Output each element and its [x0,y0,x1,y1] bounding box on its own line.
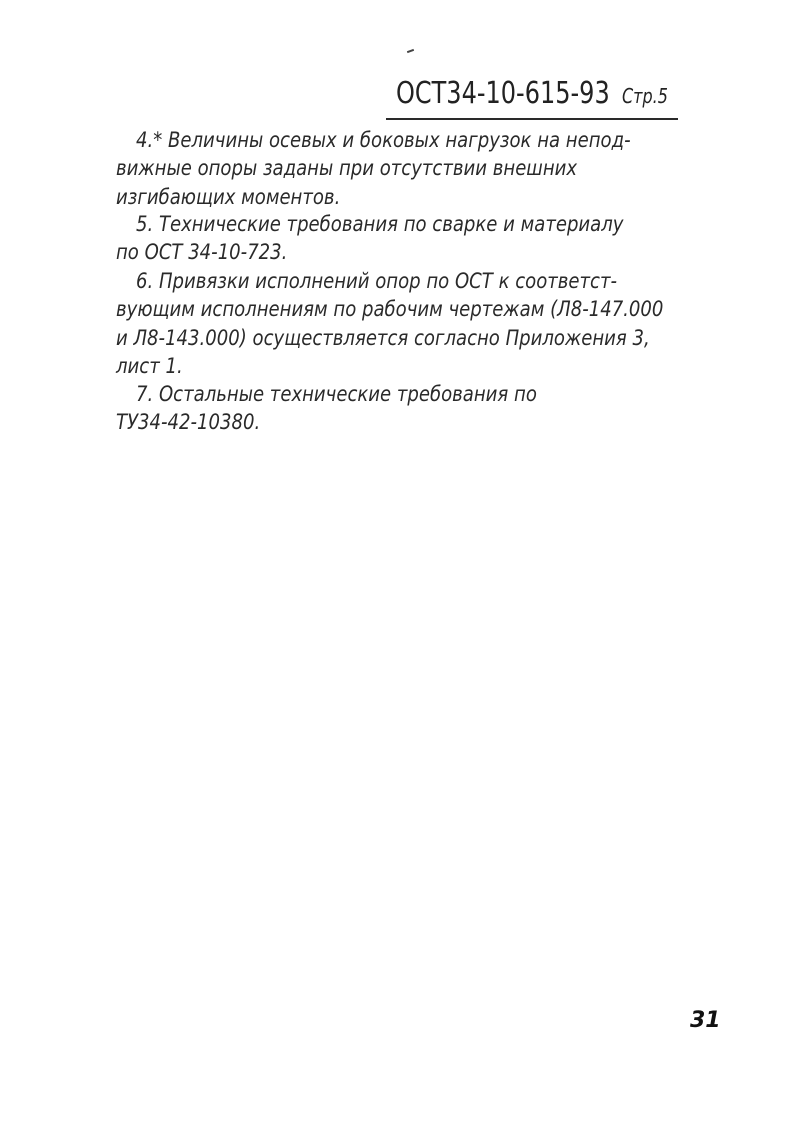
text-line: ТУ34-42-10380. [116,410,261,434]
text-line: 4.* Величины осевых и боковых нагрузок на непод- [136,128,631,152]
text-line: 6. Привязки исполнений опор по ОСТ к соответст- [136,269,618,293]
text-line: вующим исполнениям по рабочим чертежам (Л8-147.000 [116,297,664,321]
page-number: 31 [690,1008,721,1033]
document-code: ОСТ34-10-615-93 [396,76,610,111]
text-line: изгибающих моментов. [116,185,341,209]
scan-mark [407,49,414,53]
text-line: и Л8-143.000) осуществляется согласно Приложения 3, [116,326,650,350]
document-header [386,76,686,122]
page-reference: Стр.5 [622,84,668,108]
text-line: лист 1. [116,354,183,378]
text-line: вижные опоры заданы при отсутствии внешних [116,156,578,180]
text-line: по ОСТ 34-10-723. [116,240,288,264]
text-line: 7. Остальные технические требования по [136,382,537,406]
text-line: 5. Технические требования по сварке и материалу [136,212,624,236]
header-underline [386,118,678,120]
